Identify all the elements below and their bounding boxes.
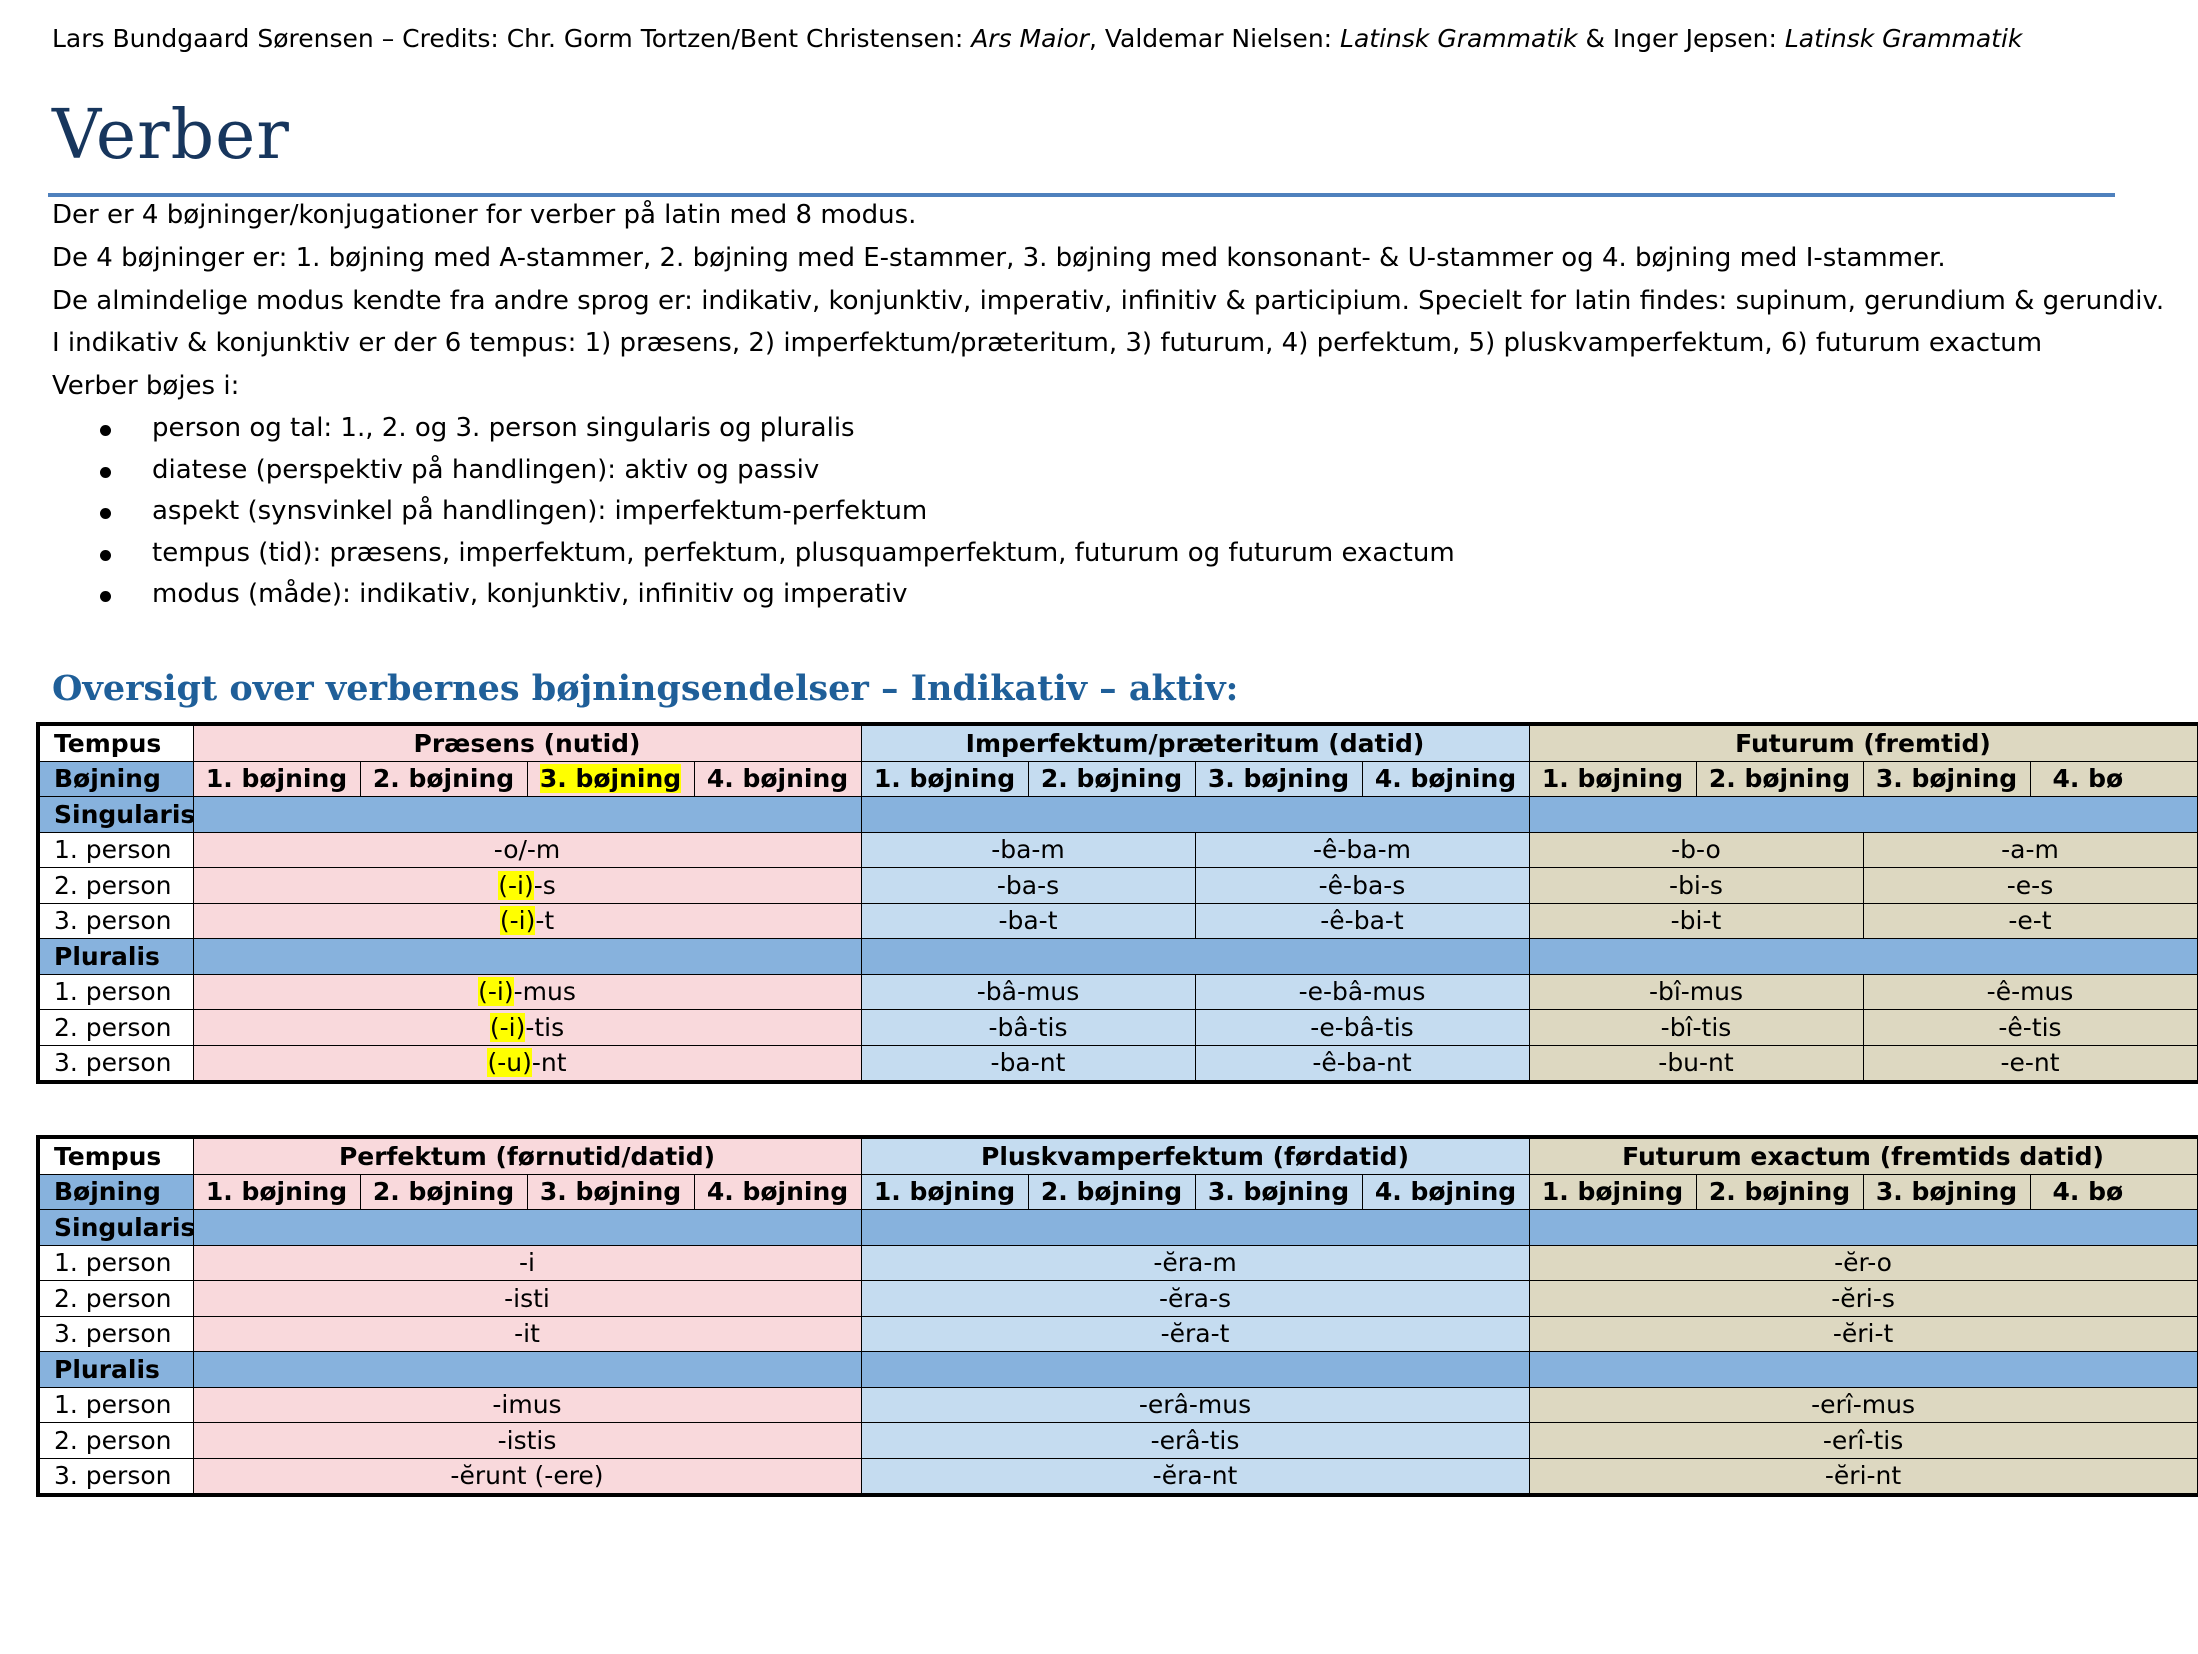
conj-header-2: 2. bøjning: [360, 1174, 527, 1210]
conj-header-3-highlighted: 3. bøjning: [539, 764, 682, 794]
tense-header-futurum-exactum: Futurum exactum (fremtids datid): [1529, 1137, 2197, 1174]
person-label: 1. person: [38, 1245, 193, 1281]
conj-header-2: 2. bøjning: [360, 761, 527, 797]
bullet-text: person og tal: 1., 2. og 3. person singularis og pluralis: [152, 413, 855, 443]
ending-cell: -ĕri-nt: [1529, 1458, 2197, 1495]
person-label: 3. person: [38, 1458, 193, 1495]
section-row-fill: [861, 939, 1529, 975]
ending-cell: -e-bâ-tis: [1195, 1010, 1529, 1046]
person-label: 3. person: [38, 1316, 193, 1352]
stem-vowel-highlight: (-i): [478, 977, 514, 1007]
person-label: 2. person: [38, 868, 193, 904]
ending-cell: -e-t: [1863, 903, 2197, 939]
ending-cell: -ĕra-s: [861, 1281, 1529, 1317]
ending-cell: -e-s: [1863, 868, 2197, 904]
conj-header-1: 1. bøjning: [861, 1174, 1028, 1210]
tense-header-perfektum: Perfektum (førnutid/datid): [193, 1137, 861, 1174]
ending-cell: -erî-mus: [1529, 1387, 2197, 1423]
person-label: 1. person: [38, 832, 193, 868]
paragraph-1: Der er 4 bøjninger/konjugationer for verber på latin med 8 modus.: [52, 200, 917, 230]
stem-vowel-highlight: (-i): [499, 906, 536, 936]
bullet-text: modus (måde): indikativ, konjunktiv, infinitiv og imperativ: [152, 579, 908, 609]
table-row: [38, 1045, 2197, 1082]
singularis-label: Singularis: [38, 1210, 193, 1246]
ending-cell: [193, 974, 861, 1010]
conj-header-4-partial: 4. bø: [2030, 1174, 2197, 1210]
list-item: [52, 579, 1455, 621]
list-item: [52, 496, 1455, 538]
conj-header-2: 2. bøjning: [1028, 1174, 1195, 1210]
ending-cell: -bu-nt: [1529, 1045, 1863, 1082]
bullet-dot-icon: [100, 591, 111, 602]
ending-suffix: -mus: [513, 977, 576, 1007]
bullet-text: diatese (perspektiv på handlingen): aktiv og passiv: [152, 454, 820, 485]
ending-cell: -ê-tis: [1863, 1010, 2197, 1046]
table-row: [38, 1010, 2197, 1046]
bojning-label: Bøjning: [38, 1174, 193, 1210]
conj-header-2: 2. bøjning: [1696, 1174, 1863, 1210]
section-row-fill: [1529, 1210, 2197, 1246]
title-underline: [48, 193, 2115, 197]
conj-header-4: 4. bøjning: [1362, 1174, 1529, 1210]
pluralis-label: Pluralis: [38, 1352, 193, 1388]
credits-sep-2: & Inger Jepsen:: [1577, 24, 1785, 53]
list-item: [52, 455, 1455, 497]
person-label: 1. person: [38, 1387, 193, 1423]
ending-cell: -ê-ba-m: [1195, 832, 1529, 868]
ending-cell: -ĕr-o: [1529, 1245, 2197, 1281]
conj-header-1: 1. bøjning: [1529, 761, 1696, 797]
ending-cell: -ĕri-s: [1529, 1281, 2197, 1317]
bullet-dot-icon: [100, 425, 111, 436]
credits-book-latinsk-grammatik-2: Latinsk Grammatik: [1784, 24, 2023, 53]
ending-cell: -o/-m: [193, 832, 861, 868]
ending-cell: -isti: [193, 1281, 861, 1317]
bullet-text: aspekt (synsvinkel på handlingen): imperfektum-perfektum: [152, 496, 928, 526]
tense-header-futurum: Futurum (fremtid): [1529, 724, 2197, 761]
credits-book-ars-maior: Ars Maior: [971, 24, 1089, 53]
section-row-fill: [861, 1210, 1529, 1246]
stem-vowel-highlight: (-i): [498, 870, 534, 900]
ending-cell: -it: [193, 1316, 861, 1352]
person-label: 3. person: [38, 1045, 193, 1082]
tempus-label: Tempus: [38, 724, 193, 761]
bullet-dot-icon: [100, 467, 111, 478]
bullet-dot-icon: [100, 508, 111, 519]
conj-header-2: 2. bøjning: [1028, 761, 1195, 797]
person-label: 1. person: [38, 974, 193, 1010]
ending-cell: -e-bâ-mus: [1195, 974, 1529, 1010]
bullet-dot-icon: [100, 550, 111, 561]
ending-cell: -erâ-tis: [861, 1423, 1529, 1459]
table-row: [38, 1423, 2197, 1459]
ending-cell: -ê-ba-t: [1195, 903, 1529, 939]
section-row-fill: [193, 1352, 861, 1388]
table-row: [38, 974, 2197, 1010]
credits-author: Lars Bundgaard Sørensen – Credits: Chr. Gorm Tortzen/Bent Christensen:: [52, 24, 972, 53]
pluralis-label: Pluralis: [38, 939, 193, 975]
ending-cell: -bi-s: [1529, 868, 1863, 904]
table-row: [38, 1316, 2197, 1352]
section-row-fill: [193, 939, 861, 975]
ending-cell: -ba-s: [861, 868, 1195, 904]
ending-cell: -bâ-tis: [861, 1010, 1195, 1046]
conjugation-table-1: [36, 722, 2198, 1084]
section-row-fill: [1529, 797, 2197, 833]
conj-header-2: 2. bøjning: [1696, 761, 1863, 797]
ending-suffix: -s: [533, 870, 556, 900]
ending-cell: -istis: [193, 1423, 861, 1459]
table-row: [38, 1245, 2197, 1281]
list-item: [52, 538, 1455, 580]
ending-cell: -erâ-mus: [861, 1387, 1529, 1423]
credits-book-latinsk-grammatik-1: Latinsk Grammatik: [1340, 24, 1578, 53]
ending-cell: -ê-mus: [1863, 974, 2197, 1010]
tense-header-imperfektum: Imperfektum/præteritum (datid): [861, 724, 1529, 761]
bullet-text: tempus (tid): præsens, imperfektum, perfektum, plusquamperfektum, futurum og futurum exactum: [152, 537, 1455, 568]
conj-header-1: 1. bøjning: [193, 761, 360, 797]
ending-cell: [193, 1045, 861, 1082]
bojning-label: Bøjning: [38, 761, 193, 797]
stem-vowel-highlight: (-i): [489, 1012, 526, 1042]
conj-header-3: 3. bøjning: [1863, 761, 2030, 797]
ending-cell: -erî-tis: [1529, 1423, 2197, 1459]
conj-header-3: 3. bøjning: [1863, 1174, 2030, 1210]
section-row-fill: [861, 1352, 1529, 1388]
paragraph-2: De 4 bøjninger er: 1. bøjning med A-stammer, 2. bøjning med E-stammer, 3. bøjning med konsonant- & U-stammer og 4. bøjning med I-stammer.: [52, 243, 1946, 273]
paragraph-4: I indikativ & konjunktiv er der 6 tempus: 1) præsens, 2) imperfektum/præteritum, 3) futurum, 4) perfektum, 5) pluskvamperfektum, 6) futurum exactum: [52, 328, 2043, 358]
section-row-fill: [1529, 1352, 2197, 1388]
ending-cell: -i: [193, 1245, 861, 1281]
section-row-fill: [193, 1210, 861, 1246]
ending-cell: -imus: [193, 1387, 861, 1423]
table-row: [38, 1458, 2197, 1495]
section-heading: Oversigt over verbernes bøjningsendelser – Indikativ – aktiv:: [52, 668, 1239, 709]
table-row: [38, 832, 2197, 868]
section-row-fill: [193, 797, 861, 833]
conj-header-1: 1. bøjning: [861, 761, 1028, 797]
paragraph-5: Verber bøjes i:: [52, 371, 240, 401]
ending-cell: -e-nt: [1863, 1045, 2197, 1082]
ending-cell: -ba-t: [861, 903, 1195, 939]
conj-header-1: 1. bøjning: [1529, 1174, 1696, 1210]
ending-suffix: -t: [535, 906, 555, 936]
bullet-list: [52, 413, 1455, 621]
table-row: [38, 868, 2197, 904]
paragraph-3: De almindelige modus kendte fra andre sprog er: indikativ, konjunktiv, imperativ, infinitiv & participium. Specielt for latin findes: supinum, gerundium & gerundiv.: [52, 286, 2165, 316]
table-row: [38, 1387, 2197, 1423]
ending-cell: -ĕri-t: [1529, 1316, 2197, 1352]
ending-cell: -a-m: [1863, 832, 2197, 868]
section-row-fill: [861, 797, 1529, 833]
ending-cell: [193, 868, 861, 904]
person-label: 2. person: [38, 1423, 193, 1459]
ending-cell: [193, 903, 861, 939]
ending-cell: -ê-ba-s: [1195, 868, 1529, 904]
ending-suffix: -nt: [531, 1048, 567, 1078]
ending-cell: -bî-tis: [1529, 1010, 1863, 1046]
person-label: 2. person: [38, 1010, 193, 1046]
ending-cell: -bi-t: [1529, 903, 1863, 939]
stem-vowel-highlight: (-u): [487, 1048, 532, 1078]
table-row: [38, 1281, 2197, 1317]
tempus-label: Tempus: [38, 1137, 193, 1174]
conj-header-4: 4. bøjning: [694, 761, 861, 797]
table-row: [38, 903, 2197, 939]
list-item: [52, 413, 1455, 455]
ending-cell: -ba-m: [861, 832, 1195, 868]
person-label: 2. person: [38, 1281, 193, 1317]
ending-cell: -ĕra-nt: [861, 1458, 1529, 1495]
ending-cell: -ba-nt: [861, 1045, 1195, 1082]
credits-sep-1: , Valdemar Nielsen:: [1088, 24, 1341, 53]
ending-cell: -bâ-mus: [861, 974, 1195, 1010]
credits-line: [52, 24, 2022, 53]
page-title: Verber: [52, 96, 290, 175]
section-row-fill: [1529, 939, 2197, 975]
conj-header-4: 4. bøjning: [694, 1174, 861, 1210]
ending-cell: -ĕrunt (-ere): [193, 1458, 861, 1495]
conj-header-3: 3. bøjning: [527, 1174, 694, 1210]
ending-cell: -bî-mus: [1529, 974, 1863, 1010]
ending-cell: -b-o: [1529, 832, 1863, 868]
ending-cell: -ĕra-t: [861, 1316, 1529, 1352]
conj-header-3: 3. bøjning: [1195, 1174, 1362, 1210]
conj-header-3: [527, 761, 694, 797]
singularis-label: Singularis: [38, 797, 193, 833]
ending-cell: [193, 1010, 861, 1046]
ending-suffix: -tis: [525, 1012, 565, 1042]
conj-header-3: 3. bøjning: [1195, 761, 1362, 797]
tense-header-pluskvamperfektum: Pluskvamperfektum (førdatid): [861, 1137, 1529, 1174]
ending-cell: -ê-ba-nt: [1195, 1045, 1529, 1082]
conj-header-4-partial: 4. bø: [2030, 761, 2197, 797]
conj-header-4: 4. bøjning: [1362, 761, 1529, 797]
conj-header-1: 1. bøjning: [193, 1174, 360, 1210]
tense-header-praesens: Præsens (nutid): [193, 724, 861, 761]
conjugation-table-2: [36, 1135, 2198, 1497]
ending-cell: -ĕra-m: [861, 1245, 1529, 1281]
person-label: 3. person: [38, 903, 193, 939]
